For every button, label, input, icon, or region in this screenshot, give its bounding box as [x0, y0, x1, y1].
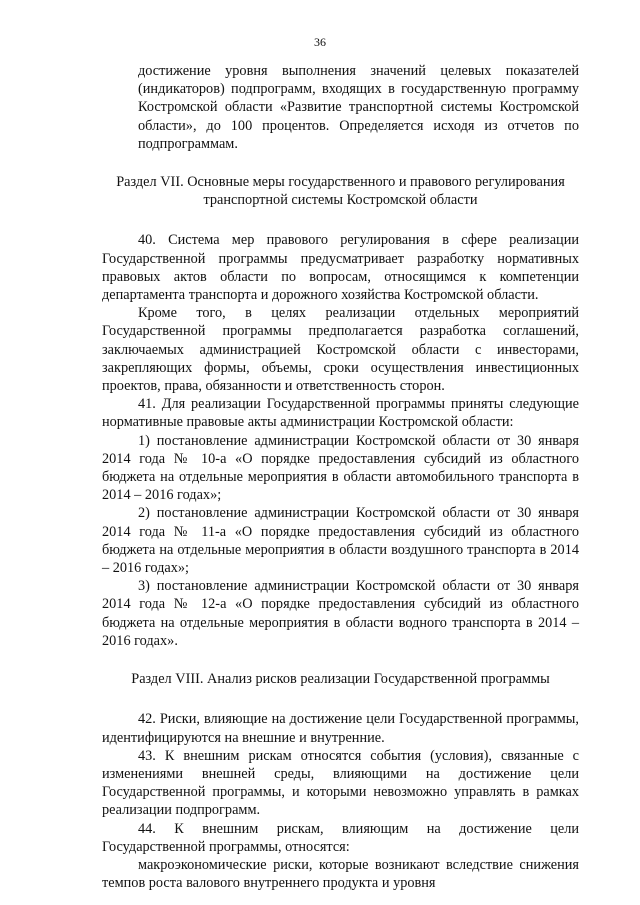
paragraph-41: 41. Для реализации Государственной программы приняты следующие нормативные правовые акты администрации Костромской области: — [102, 396, 579, 431]
legal-act-2: 2) постановление администрации Костромской области от 30 января 2014 года № 11-а «О порядке предоставления субсидий из областного бюджета на отдельные мероприятия в области воздушного транспорта в 2014 – 2016 годах»; — [102, 505, 579, 577]
section-7-title-line-2: транспортной системы Костромской области — [203, 192, 478, 209]
paragraph-40-continued: Кроме того, в целях реализации отдельных мероприятий Государственной программы предполагается разработка соглашений, заключаемых администрацией Костромской области с инвесторами, закрепляющих формы, объемы, сроки осуществления инвестиционных проектов, права, обязанности и ответственность сторон. — [102, 305, 579, 395]
section-8-title: Раздел VIII. Анализ рисков реализации Государственной программы — [131, 671, 550, 688]
section-7-title-line-1: Раздел VII. Основные меры государственного и правового регулирования — [116, 174, 565, 191]
page-number: 36 — [314, 35, 326, 49]
paragraph-42: 42. Риски, влияющие на достижение цели Государственной программы, идентифицируются на внешние и внутренние. — [102, 711, 579, 746]
paragraph-43: 43. К внешним рискам относятся события (условия), связанные с изменениями внешней среды, влияющими на достижение цели Государственной программы, и которыми невозможно управлять в рамках реализации подпрограмм. — [102, 747, 579, 819]
paragraph-44: 44. К внешним рискам, влияющим на достижение цели Государственной программы, относятся: — [102, 820, 579, 855]
paragraph-40: 40. Система мер правового регулирования в сфере реализации Государственной программы предусматривает разработку нормативных правовых актов области по вопросам, относящимся к компетенции департамента транспорта и дорожного хозяйства Костромской области. — [102, 232, 579, 304]
legal-act-3: 3) постановление администрации Костромской области от 30 января 2014 года № 12-а «О порядке предоставления субсидий из областного бюджета на отдельные мероприятия в области водного транспорта в 2014 – 2016 годах». — [102, 578, 579, 649]
legal-act-1: 1) постановление администрации Костромской области от 30 января 2014 года № 10-а «О порядке предоставления субсидий из областного бюджета на отдельные мероприятия в области автомобильного транспорта в 2014 – 2016 годах»; — [102, 432, 579, 504]
intro-paragraph: достижение уровня выполнения значений целевых показателей (индикаторов) подпрограмм, входящих в государственную программу Костромской области «Развитие транспортной системы Костромской области», до 100 процентов. Определяется исходя из отчетов по подпрограммам. — [138, 63, 579, 152]
paragraph-44-item: макроэкономические риски, которые возникают вследствие снижения темпов роста валового внутреннего продукта и уровня — [102, 856, 579, 892]
page-content — [102, 62, 579, 892]
